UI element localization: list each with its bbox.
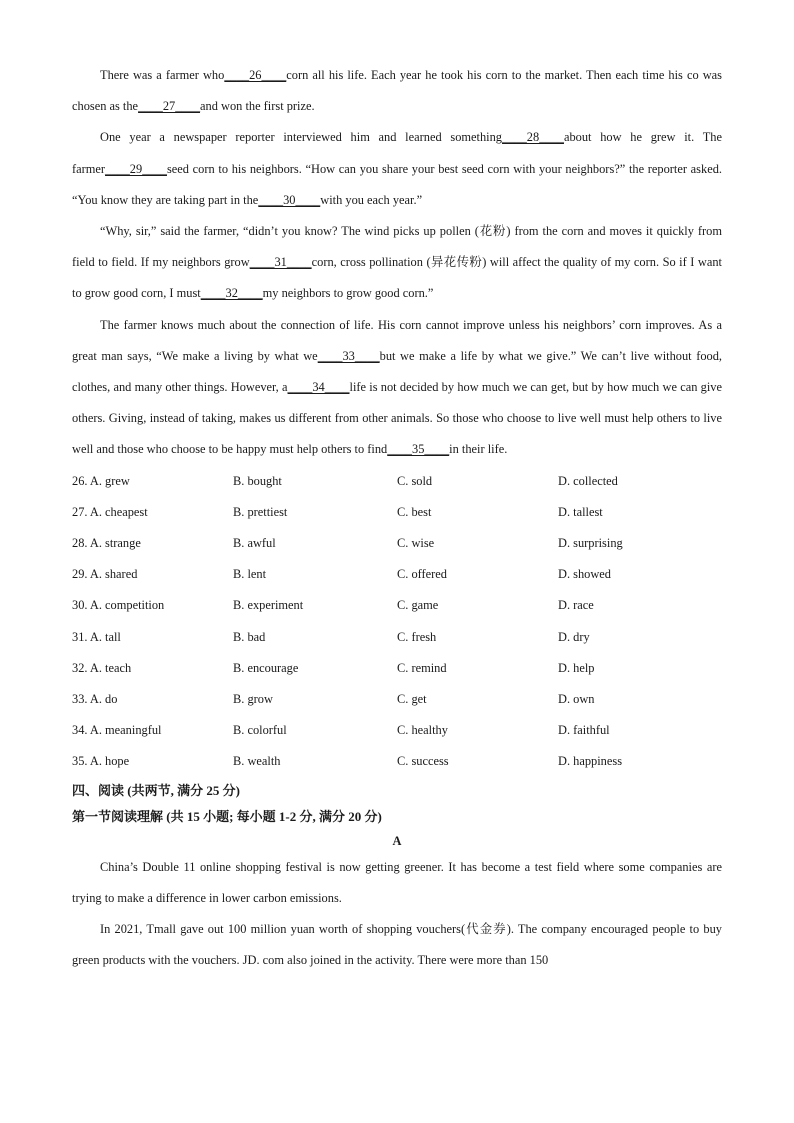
option-d[interactable]: D. dry bbox=[558, 629, 590, 644]
blank-32[interactable]: ____32____ bbox=[200, 286, 263, 301]
blank-27[interactable]: ____27____ bbox=[138, 99, 201, 114]
option-d[interactable]: D. own bbox=[558, 691, 595, 706]
blank-28[interactable]: ____28____ bbox=[502, 130, 564, 145]
option-row-32 bbox=[72, 653, 722, 684]
options-list bbox=[72, 466, 722, 778]
option-b[interactable]: B. encourage bbox=[233, 660, 299, 675]
option-c[interactable]: C. sold bbox=[397, 473, 433, 488]
cloze-paragraph-3 bbox=[72, 216, 722, 310]
option-d[interactable]: D. collected bbox=[558, 473, 618, 488]
option-d[interactable]: D. showed bbox=[558, 567, 611, 582]
option-row-30 bbox=[72, 590, 722, 621]
option-c[interactable]: C. fresh bbox=[397, 629, 437, 644]
text-segment: my neighbors to grow good corn.” bbox=[262, 286, 434, 301]
option-b[interactable]: B. grow bbox=[233, 691, 273, 706]
blank-35[interactable]: ____35____ bbox=[387, 442, 450, 457]
text-segment: There was a farmer who bbox=[100, 68, 225, 82]
option-row-28 bbox=[72, 528, 722, 559]
reading-paragraph-1: China’s Double 11 online shopping festival is now getting greener. It has become a test field where some companies are trying to make a difference in lower carbon emissions. bbox=[72, 859, 722, 905]
option-a[interactable]: 32. A. teach bbox=[72, 660, 132, 675]
option-d[interactable]: D. happiness bbox=[558, 754, 623, 769]
option-d[interactable]: D. faithful bbox=[558, 723, 610, 738]
cloze-paragraph-4 bbox=[72, 310, 722, 466]
option-b[interactable]: B. prettiest bbox=[233, 504, 288, 519]
text-segment: about how he grew it. The farmer bbox=[72, 130, 722, 176]
text-segment: life is not decided by how much we can get, but by how much we can give others. Giving, instead of taking, makes us different from other animals. So those who choose to live well must help others to live well and those who choose to be happy must help others to find bbox=[72, 380, 723, 457]
section-subtitle: 第一节阅读理解 (共 15 小题; 每小题 1-2 分, 满分 20 分) bbox=[72, 808, 382, 824]
option-b[interactable]: B. awful bbox=[233, 536, 276, 551]
option-row-35 bbox=[72, 746, 722, 777]
blank-33[interactable]: ____33____ bbox=[317, 348, 380, 363]
option-d[interactable]: D. tallest bbox=[558, 504, 603, 519]
text-segment: corn, cross pollination (异花传粉) will affect the quality of my corn. So if I want to grow good corn, I must bbox=[72, 255, 722, 301]
option-row-29 bbox=[72, 559, 722, 590]
option-b[interactable]: B. experiment bbox=[233, 598, 304, 613]
blank-29[interactable]: ____29____ bbox=[105, 161, 167, 176]
blank-30[interactable]: ____30____ bbox=[258, 192, 321, 207]
text-segment: corn all his life. Each year he took his corn to the market. Then each time his co was chosen as the bbox=[72, 68, 722, 114]
option-row-33 bbox=[72, 684, 722, 715]
option-b[interactable]: B. bad bbox=[233, 629, 266, 644]
option-a[interactable]: 28. A. strange bbox=[72, 536, 141, 551]
option-c[interactable]: C. wise bbox=[397, 536, 435, 551]
option-a[interactable]: 31. A. tall bbox=[72, 629, 121, 644]
option-b[interactable]: B. lent bbox=[233, 567, 267, 582]
reading-paragraph-2: In 2021, Tmall gave out 100 million yuan worth of shopping vouchers(代金券). The company encouraged people to buy green products with the vouchers. JD. com also joined in the activity. There were more than 150 bbox=[72, 921, 722, 968]
option-a[interactable]: 35. A. hope bbox=[72, 754, 130, 769]
text-segment: and won the first prize. bbox=[200, 99, 315, 114]
document-page bbox=[72, 60, 722, 976]
option-b[interactable]: B. colorful bbox=[233, 723, 287, 738]
option-d[interactable]: D. race bbox=[558, 598, 594, 613]
option-a[interactable]: 26. A. grew bbox=[72, 473, 130, 488]
option-row-31 bbox=[72, 622, 722, 653]
option-c[interactable]: C. success bbox=[397, 754, 449, 769]
option-a[interactable]: 30. A. competition bbox=[72, 598, 165, 613]
text-segment: in their life. bbox=[449, 442, 508, 457]
option-c[interactable]: C. offered bbox=[397, 567, 448, 582]
text-segment: but we make a life by what we give.” We can’t live without food, clothes, and many other things. However, a bbox=[72, 348, 722, 395]
text-segment: The farmer knows much about the connection of life. His corn cannot improve unless his neighbors’ corn improves. As a great man says, “We make a living by what we bbox=[72, 317, 722, 363]
text-segment: seed corn to his neighbors. “How can you share your best seed corn with your neighbors?” the reporter asked. “You know they are taking part in the bbox=[72, 161, 722, 207]
option-c[interactable]: C. get bbox=[397, 691, 427, 706]
option-a[interactable]: 27. A. cheapest bbox=[72, 504, 148, 519]
section-title: 四、阅读 (共两节, 满分 25 分) bbox=[72, 782, 240, 798]
option-c[interactable]: C. game bbox=[397, 598, 439, 613]
blank-31[interactable]: ____31____ bbox=[249, 255, 312, 270]
option-b[interactable]: B. wealth bbox=[233, 754, 281, 769]
cloze-paragraph-1 bbox=[72, 60, 722, 122]
part-label: A bbox=[392, 833, 402, 848]
blank-34[interactable]: ____34____ bbox=[287, 380, 350, 395]
option-a[interactable]: 34. A. meaningful bbox=[72, 723, 162, 738]
option-row-26 bbox=[72, 466, 722, 497]
option-d[interactable]: D. surprising bbox=[558, 536, 623, 551]
option-c[interactable]: C. best bbox=[397, 504, 432, 519]
option-row-34 bbox=[72, 715, 722, 746]
text-segment: One year a newspaper reporter interviewed him and learned something bbox=[100, 130, 503, 145]
blank-26[interactable]: ____26____ bbox=[224, 68, 287, 82]
cloze-paragraph-2 bbox=[72, 122, 722, 216]
option-row-27 bbox=[72, 497, 722, 528]
option-a[interactable]: 33. A. do bbox=[72, 691, 118, 706]
text-segment: “Why, sir,” said the farmer, “didn’t you know? The wind picks up pollen (花粉) from the corn and moves it quickly from field to field. If my neighbors grow bbox=[72, 224, 722, 270]
option-d[interactable]: D. help bbox=[558, 660, 595, 675]
option-b[interactable]: B. bought bbox=[233, 473, 282, 488]
option-a[interactable]: 29. A. shared bbox=[72, 567, 138, 582]
option-c[interactable]: C. remind bbox=[397, 660, 447, 675]
text-segment: with you each year.” bbox=[320, 192, 423, 207]
option-c[interactable]: C. healthy bbox=[397, 723, 448, 738]
